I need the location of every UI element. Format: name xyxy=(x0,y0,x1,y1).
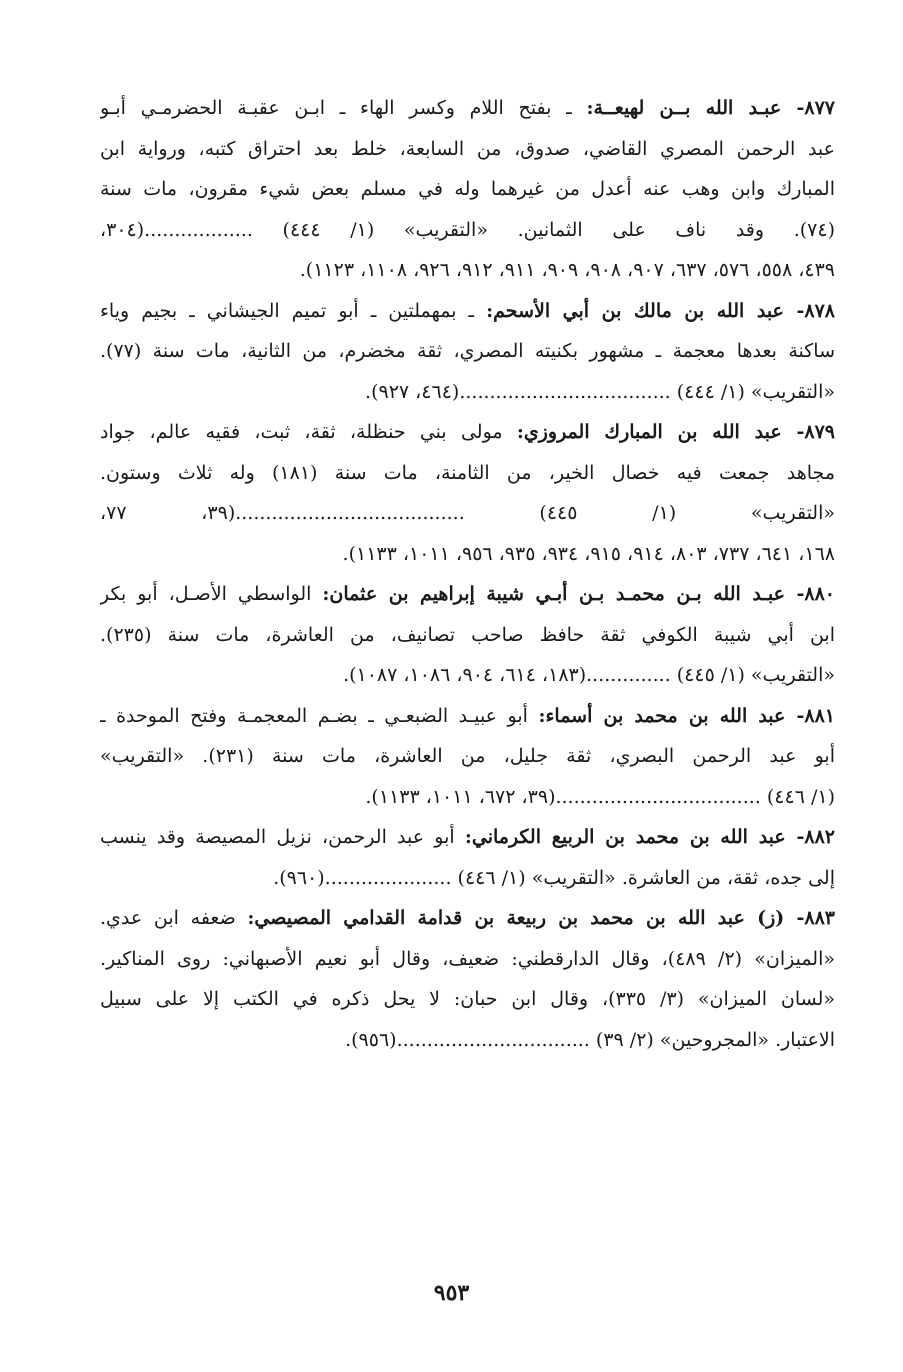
entry-heading: ٨٨١- عبد الله بن محمد بن أسماء: xyxy=(538,704,835,727)
entry-879 xyxy=(100,412,835,574)
entry-line: ١٦٨، ٦٤١، ٧٣٧، ٨٠٣، ٩١٤، ٩١٥، ٩٣٤، ٩٣٥، ٩٥٦، ١٠١١، ١١٣٣). xyxy=(342,542,835,565)
entry-880 xyxy=(100,574,835,696)
entry-line xyxy=(100,696,835,737)
entry-text: أبو عبد الرحمن، نزيل المصيصة وقد ينسب xyxy=(100,826,465,848)
entry-text: مولى بني حنظلة، ثقة، ثبت، فقيه عالم، جواد xyxy=(100,421,517,443)
entry-heading: ٨٧٧- عبـد الله بــن لهيعــة: xyxy=(586,97,835,119)
entry-877 xyxy=(100,88,835,291)
entry-heading: ٨٧٩- عبد الله بن المبارك المروزي: xyxy=(516,421,835,443)
page-number: ٩٥٣ xyxy=(433,1280,470,1306)
entry-line: «لسان الميزان» (٣/ ٣٣٥)، وقال ابن حبان: لا يحل ذكره في الكتب إلا على سبيل xyxy=(100,988,835,1010)
entry-line: المبارك وابن وهب عنه أعدل من غيرهما وله في مسلم بعض شيء مقرون، مات سنة xyxy=(100,178,835,200)
entry-line: عبد الرحمن المصري القاضي، صدوق، من السابعة، خلط بعد احتراق كتبه، ورواية ابن xyxy=(100,137,835,160)
entry-heading: ٨٧٨- عبد الله بن مالك بن أبي الأسحم: xyxy=(486,299,835,322)
entry-line: إلى جده، ثقة، من العاشرة. «التقريب» (١/ ٤٤٦) .....................(٩٦٠). xyxy=(273,866,835,889)
entry-line xyxy=(100,898,835,939)
entry-line: «الميزان» (٢/ ٤٨٩)، وقال الدارقطني: ضعيف، وقال أبو نعيم الأصبهاني: روى المناكير. xyxy=(100,947,835,970)
entry-882 xyxy=(100,817,835,898)
entry-text: الواسطي الأصـل، أبو بكر xyxy=(100,583,323,605)
entry-line xyxy=(100,291,835,332)
entry-878 xyxy=(100,291,835,413)
entry-line: ٤٣٩، ٥٥٨، ٥٧٦، ٦٣٧، ٩٠٧، ٩٠٨، ٩٠٩، ٩١١، ٩١٢، ٩٢٦، ١١٠٨، ١١٢٣). xyxy=(299,259,835,281)
entry-line: ساكنة بعدها معجمة ـ مشهور بكنيته المصري، ثقة مخضرم، من الثانية، مات سنة (٧٧). xyxy=(100,340,835,362)
entry-line: مجاهد جمعت فيه خصال الخير، من الثامنة، مات سنة (١٨١) وله ثلاث وستون. xyxy=(100,461,835,484)
entry-heading: ٨٨٠- عبـد الله بـن محمـد بـن أبـي شيبة إبراهيم بن عثمان: xyxy=(322,583,835,605)
entry-line xyxy=(100,817,835,858)
entry-line: «التقريب» (١/ ٤٤٥) ......................................(٣٩، ٧٧، xyxy=(100,502,835,524)
entry-line: ابن أبي شيبة الكوفي ثقة حافظ صاحب تصانيف، من العاشرة، مات سنة (٢٣٥). xyxy=(100,623,835,646)
entry-text: أبو عبيـد الضبعـي ـ بضـم المعجمـة وفتح الموحدة ـ xyxy=(100,704,539,727)
entry-text: ـ بمهملتين ـ أبو تميم الجيشاني ـ بجيم وياء xyxy=(100,299,487,322)
entry-heading: ٨٨٢- عبد الله بن محمد بن الربيع الكرماني: xyxy=(464,826,835,848)
entry-line: «التقريب» (١/ ٤٤٥) ..............(١٨٣، ٦١٤، ٩٠٤، ١٠٨٦، ١٠٨٧). xyxy=(343,664,835,686)
entry-line: (٧٤). وقد ناف على الثمانين. «التقريب» (١/ ٤٤٤) ..................(٣٠٤، xyxy=(100,218,835,241)
entry-line xyxy=(100,574,835,615)
entry-line: (١/ ٤٤٦) ..................................(٣٩، ٦٧٢، ١٠١١، ١١٣٣). xyxy=(365,785,835,808)
entry-line xyxy=(100,412,835,453)
page-body xyxy=(100,88,835,1060)
entry-883 xyxy=(100,898,835,1060)
entry-line: الاعتبار. «المجروحين» (٢/ ٣٩) ................................(٩٥٦). xyxy=(345,1028,835,1051)
entry-text: ضعفه ابن عدي. xyxy=(100,907,248,929)
entry-line: «التقريب» (١/ ٤٤٤) ...................................(٤٦٤، ٩٢٧). xyxy=(365,380,835,403)
entry-line xyxy=(100,88,835,129)
entry-heading: ٨٨٣- (ز) عبد الله بن محمد بن ربيعة بن قدامة القدامي المصيصي: xyxy=(247,907,835,929)
entry-881 xyxy=(100,696,835,818)
entry-text: ـ بفتح اللام وكسر الهاء ـ ابـن عقبـة الحضرمـي أبـو xyxy=(100,97,587,119)
entry-line: أبو عبد الرحمن البصري، ثقة جليل، من العاشرة، مات سنة (٢٣١). «التقريب» xyxy=(100,745,835,767)
